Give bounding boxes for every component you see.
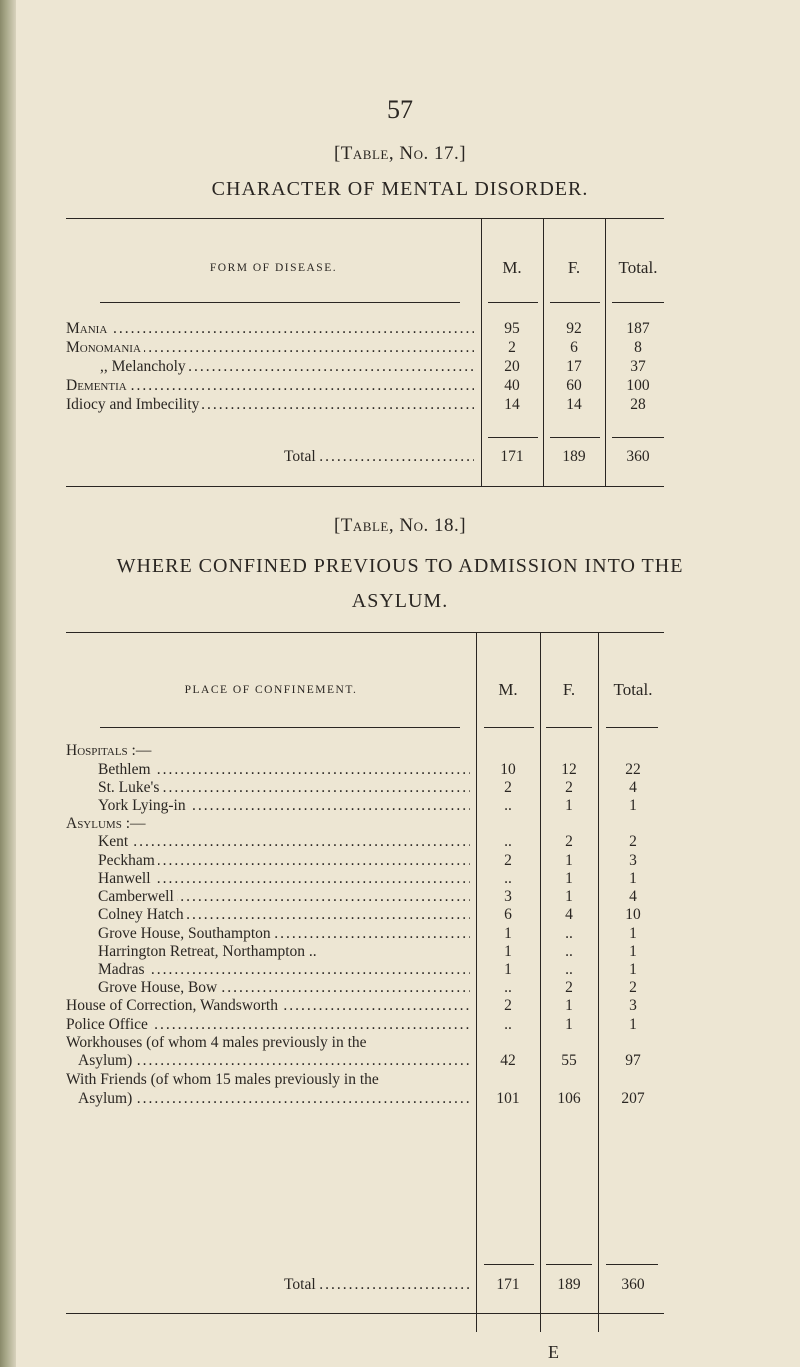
female-count: 1 xyxy=(565,797,573,814)
place-label: Kent xyxy=(98,833,131,850)
place-label: Colney Hatch xyxy=(98,906,187,923)
male-count: 1 xyxy=(504,925,512,942)
table-18-total-total: 360 xyxy=(621,1276,645,1293)
female-count: .. xyxy=(565,925,573,942)
male-count: 1 xyxy=(504,943,512,960)
total-count: 3 xyxy=(629,852,637,869)
table-18-row xyxy=(0,1052,800,1070)
total-count: 2 xyxy=(629,979,637,996)
total-count: 3 xyxy=(629,997,637,1014)
male-count: 3 xyxy=(504,888,512,905)
table-17-total-row xyxy=(0,448,800,466)
table-17-title: CHARACTER OF MENTAL DISORDER. xyxy=(211,178,589,200)
male-count: .. xyxy=(504,870,512,887)
table-18-sum-rule-total xyxy=(606,1264,658,1265)
table-18-row xyxy=(0,906,800,924)
table-18-row xyxy=(0,797,800,815)
table-18-row xyxy=(0,961,800,979)
male-count: .. xyxy=(504,797,512,814)
table-18-header-place: PLACE OF CONFINEMENT. xyxy=(184,684,358,696)
total-count: 97 xyxy=(625,1052,641,1069)
place-label: Bethlem xyxy=(98,761,154,778)
place-label: Asylum) xyxy=(78,1090,135,1107)
table-18-row xyxy=(0,888,800,906)
table-18-row xyxy=(0,1071,800,1089)
total-count: 1 xyxy=(629,943,637,960)
female-count: 1 xyxy=(565,870,573,887)
table-17-header-m: M. xyxy=(502,258,522,277)
table-18-row xyxy=(0,943,800,961)
table-18-bottom-rule xyxy=(66,1313,664,1314)
table-18-header-rule-total xyxy=(606,727,658,728)
table-18-total-f: 189 xyxy=(557,1276,581,1293)
disease-label: Monomania xyxy=(66,339,144,356)
table-18-title-line2: ASYLUM. xyxy=(351,590,449,612)
place-label: Workhouses (of whom 4 males previously in the xyxy=(66,1034,370,1051)
female-count: 14 xyxy=(566,396,582,413)
table-18-total-row xyxy=(0,1276,800,1294)
total-count: 1 xyxy=(629,1016,637,1033)
table-17-header-f: F. xyxy=(567,258,581,277)
table-18-header-f: F. xyxy=(562,680,576,699)
male-count: 101 xyxy=(496,1090,520,1107)
table-17-row xyxy=(0,320,800,338)
table-18-total-label: Total xyxy=(284,1276,319,1293)
disease-label: Dementia xyxy=(66,377,130,394)
table-18-row xyxy=(0,1016,800,1034)
table-18-top-rule xyxy=(66,632,664,633)
table-18-header-m: M. xyxy=(498,680,518,699)
place-label: Grove House, Southampton xyxy=(98,925,274,942)
table-17-total-f: 189 xyxy=(562,448,586,465)
table-17-header-total: Total. xyxy=(618,258,658,277)
total-count: 207 xyxy=(621,1090,645,1107)
table-18-row xyxy=(0,761,800,779)
table-17-sum-rule-m xyxy=(488,437,538,438)
table-18-row xyxy=(0,779,800,797)
male-count: 1 xyxy=(504,961,512,978)
disease-label: ,, Melancholy xyxy=(100,358,189,375)
total-count: 1 xyxy=(629,925,637,942)
table-18-row xyxy=(0,1034,800,1052)
place-label: Police Office xyxy=(66,1016,151,1033)
total-count: 8 xyxy=(634,339,642,356)
page-number: 57 xyxy=(387,95,413,124)
female-count: 92 xyxy=(566,320,582,337)
table-18-header-rule-m xyxy=(484,727,534,728)
female-count: 60 xyxy=(566,377,582,394)
page-binding-edge xyxy=(0,0,16,1367)
table-17-total-label: Total xyxy=(284,448,319,465)
table-18-total-m: 171 xyxy=(496,1276,520,1293)
male-count: 40 xyxy=(504,377,520,394)
total-count: 28 xyxy=(630,396,646,413)
table-18-row xyxy=(0,742,800,760)
table-18-header-rule xyxy=(100,727,460,728)
table-18-title-line1: WHERE CONFINED PREVIOUS TO ADMISSION INTO THE xyxy=(116,555,684,577)
female-count: 6 xyxy=(570,339,578,356)
male-count: .. xyxy=(504,1016,512,1033)
table-18-row xyxy=(0,979,800,997)
signature-mark: E xyxy=(548,1342,559,1362)
place-label: Asylums :— xyxy=(66,815,149,832)
disease-label: Mania xyxy=(66,320,110,337)
total-count: 1 xyxy=(629,870,637,887)
total-count: 1 xyxy=(629,961,637,978)
male-count: .. xyxy=(504,833,512,850)
male-count: 42 xyxy=(500,1052,516,1069)
total-count: 10 xyxy=(625,906,641,923)
table-17-row xyxy=(0,396,800,414)
total-count: 4 xyxy=(629,888,637,905)
table-17-row xyxy=(0,377,800,395)
female-count: 2 xyxy=(565,979,573,996)
male-count: 2 xyxy=(504,779,512,796)
table-18-sum-rule-m xyxy=(484,1264,534,1265)
male-count: 6 xyxy=(504,906,512,923)
table-18-row xyxy=(0,815,800,833)
male-count: 95 xyxy=(504,320,520,337)
female-count: 1 xyxy=(565,888,573,905)
table-18-sum-rule-f xyxy=(546,1264,592,1265)
table-17-header-disease: FORM OF DISEASE. xyxy=(209,262,338,274)
table-17-header-rule xyxy=(100,302,460,303)
total-count: 100 xyxy=(626,377,650,394)
place-label: Camberwell xyxy=(98,888,177,905)
male-count: .. xyxy=(504,979,512,996)
place-label: Peckham xyxy=(98,852,158,869)
table-18-row xyxy=(0,997,800,1015)
table-18-header-total: Total. xyxy=(613,680,653,699)
total-count: 4 xyxy=(629,779,637,796)
total-count: 22 xyxy=(625,761,641,778)
place-label: Grove House, Bow xyxy=(98,979,220,996)
table-17-row xyxy=(0,358,800,376)
table-17-row xyxy=(0,339,800,357)
table-17-bottom-rule xyxy=(66,486,664,487)
table-18-row xyxy=(0,870,800,888)
place-label: Harrington Retreat, Northampton .. xyxy=(98,943,320,960)
table-17-total-m: 171 xyxy=(500,448,524,465)
female-count: 2 xyxy=(565,833,573,850)
table-18-row xyxy=(0,1090,800,1108)
female-count: 17 xyxy=(566,358,582,375)
female-count: .. xyxy=(565,961,573,978)
table-17-sum-rule-f xyxy=(550,437,600,438)
male-count: 10 xyxy=(500,761,516,778)
place-label: Hanwell xyxy=(98,870,154,887)
male-count: 2 xyxy=(508,339,516,356)
male-count: 2 xyxy=(504,997,512,1014)
total-count: 1 xyxy=(629,797,637,814)
table-17-header-rule-m xyxy=(488,302,538,303)
place-label: York Lying-in xyxy=(98,797,189,814)
table-18-label: [Table, No. 18.] xyxy=(333,515,467,536)
table-17-header-rule-f xyxy=(550,302,600,303)
total-count: 187 xyxy=(626,320,650,337)
female-count: .. xyxy=(565,943,573,960)
place-label: Asylum) xyxy=(78,1052,135,1069)
table-17-header-rule-total xyxy=(612,302,664,303)
table-17-top-rule xyxy=(66,218,664,219)
table-18-header-rule-f xyxy=(546,727,592,728)
table-17-sum-rule-total xyxy=(612,437,664,438)
place-label: Hospitals :— xyxy=(66,742,154,759)
table-18-row xyxy=(0,852,800,870)
female-count: 12 xyxy=(561,761,577,778)
female-count: 1 xyxy=(565,997,573,1014)
female-count: 55 xyxy=(561,1052,577,1069)
table-17-total-total: 360 xyxy=(626,448,650,465)
total-count: 2 xyxy=(629,833,637,850)
female-count: 1 xyxy=(565,852,573,869)
male-count: 20 xyxy=(504,358,520,375)
table-18-row xyxy=(0,925,800,943)
total-count: 37 xyxy=(630,358,646,375)
place-label: With Friends (of whom 15 males previously in the xyxy=(66,1071,382,1088)
male-count: 14 xyxy=(504,396,520,413)
place-label: Madras xyxy=(98,961,148,978)
female-count: 1 xyxy=(565,1016,573,1033)
female-count: 2 xyxy=(565,779,573,796)
table-18-row xyxy=(0,833,800,851)
place-label: St. Luke's xyxy=(98,779,162,796)
place-label: House of Correction, Wandsworth xyxy=(66,997,281,1014)
male-count: 2 xyxy=(504,852,512,869)
table-17-label: [Table, No. 17.] xyxy=(333,143,467,164)
female-count: 4 xyxy=(565,906,573,923)
disease-label: Idiocy and Imbecility xyxy=(66,396,202,413)
female-count: 106 xyxy=(557,1090,581,1107)
